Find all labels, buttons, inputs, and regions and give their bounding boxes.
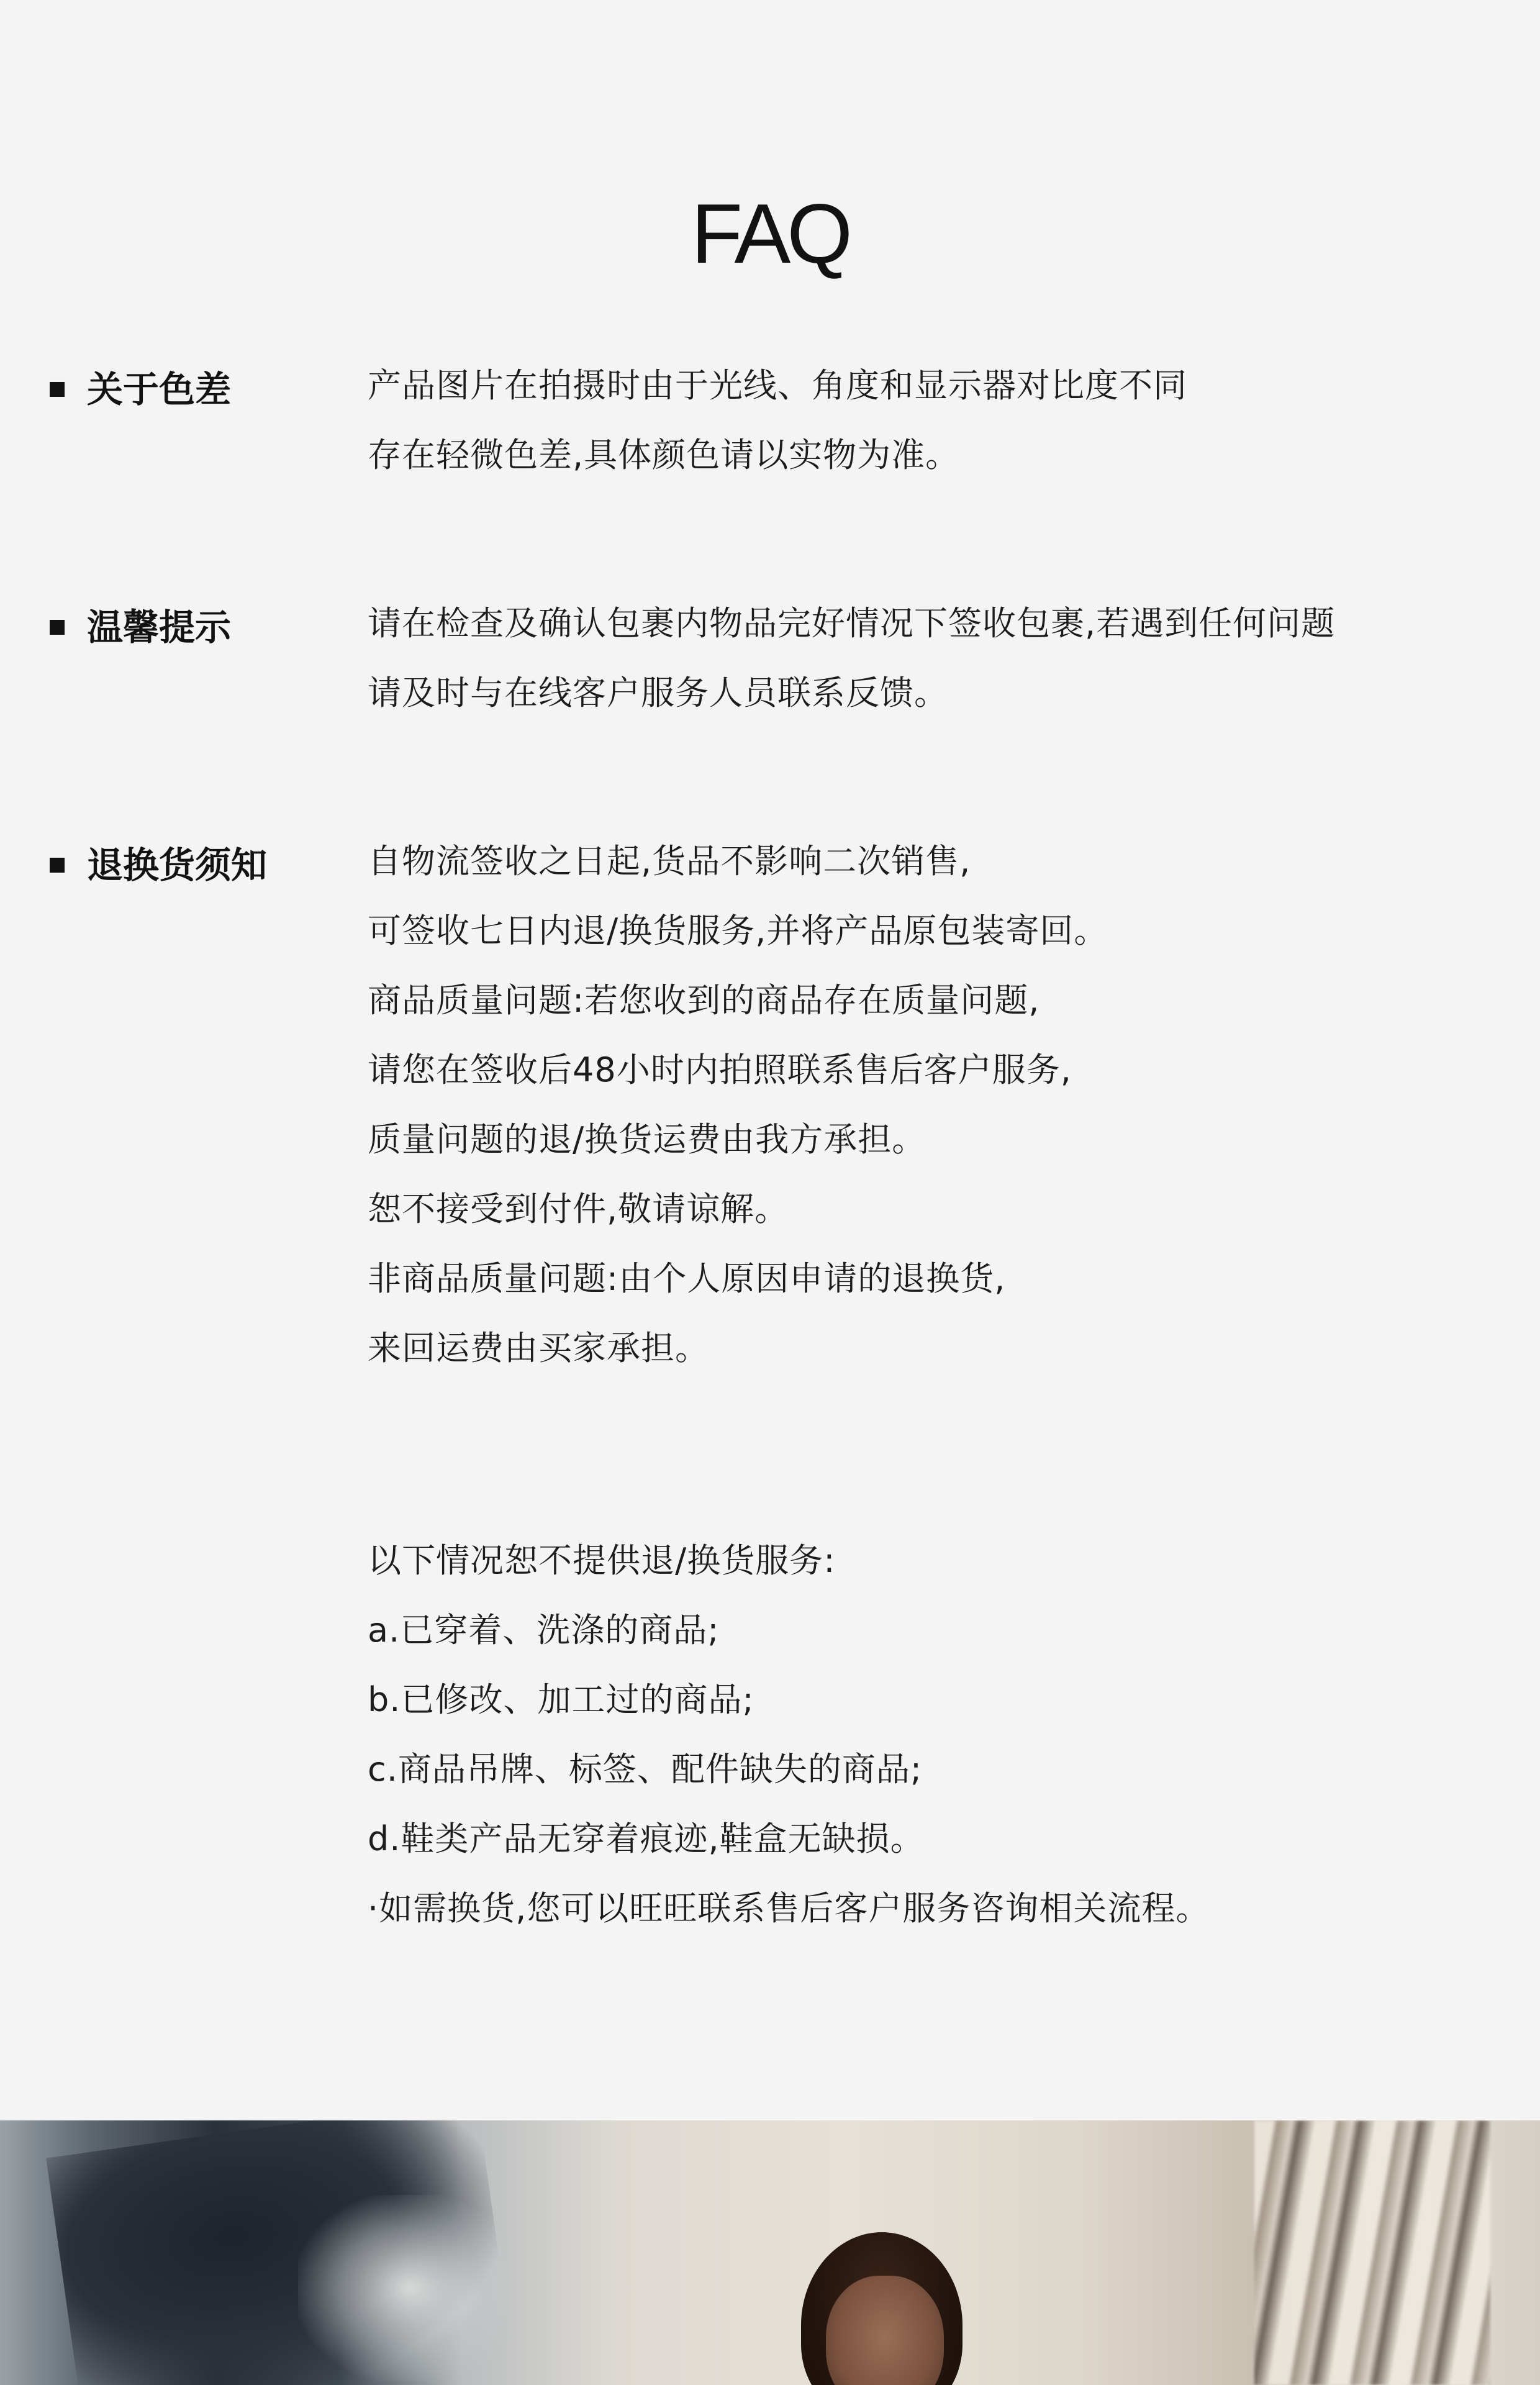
exclusions-body [368, 1526, 1523, 1943]
section-line: 请在检查及确认包裹内物品完好情况下签收包裹,若遇到任何问题 [368, 604, 1336, 643]
faq-title: FAQ [691, 186, 849, 281]
section-body [368, 589, 1523, 728]
exclusion-line: a.已穿着、洗涤的商品; [368, 1610, 720, 1650]
section-line: 恕不接受到付件,敬请谅解。 [368, 1189, 789, 1229]
bullet-icon [50, 620, 65, 635]
exclusion-line: b.已修改、加工过的商品; [368, 1680, 754, 1719]
photo-model-face [826, 2276, 944, 2385]
section-body [368, 827, 1523, 1383]
section-body [368, 351, 1523, 490]
exclusion-line: d.鞋类产品无穿着痕迹,鞋盒无缺损。 [368, 1819, 925, 1858]
photo-drape [1254, 2120, 1490, 2385]
section-line: 来回运费由买家承担。 [368, 1329, 709, 1368]
exclusion-line: 以下情况恕不提供退/换货服务: [368, 1541, 836, 1580]
section-label: 关于色差 [87, 368, 232, 411]
section-line: 质量问题的退/换货运费由我方承担。 [368, 1120, 926, 1159]
section-line: 存在轻微色差,具体颜色请以实物为准。 [368, 435, 960, 475]
section-label: 温馨提示 [87, 606, 232, 648]
bullet-icon [50, 382, 65, 397]
section-line: 自物流签收之日起,货品不影响二次销售, [368, 842, 971, 881]
bullet-icon [50, 858, 65, 873]
section-line: 产品图片在拍摄时由于光线、角度和显示器对比度不同 [368, 366, 1187, 405]
section-line: 可签收七日内退/换货服务,并将产品原包装寄回。 [368, 911, 1108, 950]
exclusion-line: c.商品吊牌、标签、配件缺失的商品; [368, 1750, 923, 1789]
section-line: 请您在签收后48小时内拍照联系售后客户服务, [368, 1050, 1072, 1089]
section-line: 非商品质量问题:由个人原因申请的退换货, [368, 1259, 1006, 1298]
exclusion-line: ·如需换货,您可以旺旺联系售后客户服务咨询相关流程。 [368, 1889, 1210, 1928]
section-line: 请及时与在线客户服务人员联系反馈。 [368, 673, 948, 712]
section-line: 商品质量问题:若您收到的商品存在质量问题, [368, 981, 1040, 1020]
photo-highlight [298, 2195, 522, 2381]
model-photo [0, 2120, 1540, 2385]
section-label: 退换货须知 [87, 844, 268, 886]
